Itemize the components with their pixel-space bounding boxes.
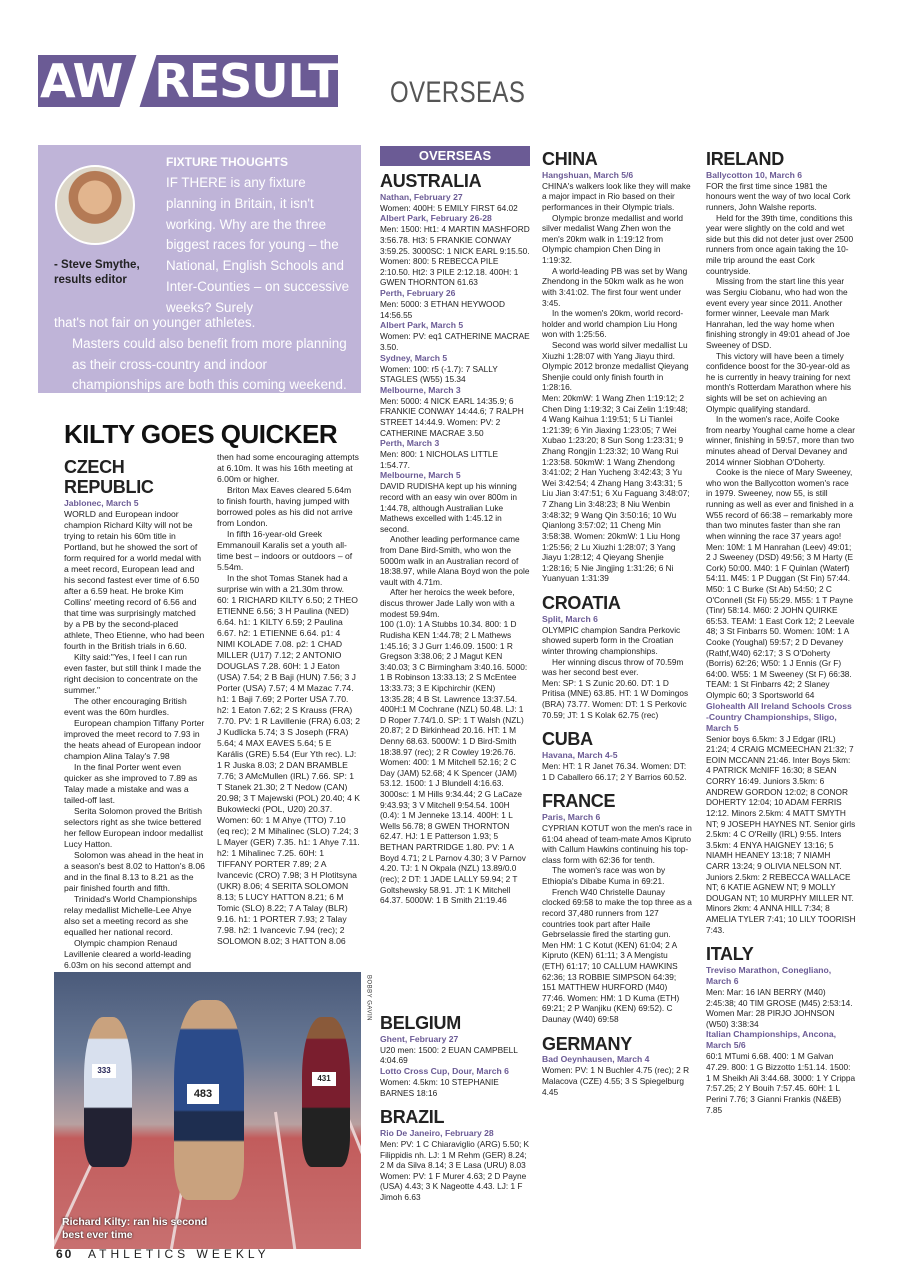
results-text: Men: 10M: 1 M Hanrahan (Leev) 49:01; 2 J Sweeney (DSD) 49:56; 3 M Harty (E Cork) 50:00. M40: 1 F Quinlan (Waterf) 54:11. M45: 1 P Duggan (St Fin) 57:44. M50: 1 C Burke (St Ab) 54:50; 2 C O'Connell (St Fi) 55:29. M55: 1 T Payne (Tinr) 58:14. M60: 2 JOHN QUIRKE 65:53. TEAM: 1 East Cork 12; 2 Leevale 48; 3 St Finbarrs 50. Women: 10M: 1 A Cooke (Youghal) 59:57; 2 D Devaney (Rathf,W40) 62:17; 3 S O'Doherty (Borris) 62:26; W50: 1 J Ennis (Gr F) 64:00. W55: 1 M Sweeney (St F) 66:38. TEAM: 1 St Finbarrs 42; 2 Slaney Olympic 60; 3 Sportsworld 64 [706, 541, 855, 701]
meet-location: Rio De Janeiro, February 28 [380, 1128, 494, 1139]
results-text: Men: 20kmW: 1 Wang Zhen 1:19:12; 2 Chen Ding 1:19:32; 3 Cai Zelin 1:19:48; 4 Wang Kaihua 1:19:51; 5 Li Tianlei 1:21:39; 6 Yin Jiaxing 1:23:05; 7 Wei Xubao 1:23:20; 8 Sun Song 1:23:31; 9 Zhang Rongjin 1:23:32; 10 Wang Rui 1:23:58. 50kmW: 1 Wang Zhendong 3:41:02; 2 Han Yucheng 3:42:43; 3 Yu Wei 3:42:54; 4 Zhang Hang 3:43:31; 5 Liu Jian 3:47:51; 6 Xu Faguang 3:48:07; 7 Zhang Lin 3:48:23; 8 Niu Wenbin 3:48:32; 9 Wang Qin 3:50:16; 10 Wu Qianlong 3:57:02; 11 Cheng Min 3:58:38. Women: 20kmW: 1 Liu Hong 1:25:56; 2 Lu Xiuzhi 1:28:07; 3 Yang Jiayu 1:28:12; 4 Qieyang Shenjie 1:28:16; 5 Nie Jingjing 1:31:26; 6 Ni Yuanyuan 1:31:39 [542, 392, 690, 584]
meet-location: Italian Championships, Ancona, March 5/6 [706, 1029, 837, 1051]
paragraph: The other encouraging British event was the 60m hurdles. [64, 695, 187, 717]
paragraph: Held for the 39th time, conditions this year were slightly on the cold and wet side but this did not deter just over 2500 runners from once again taking the 10-mile trip around the east Cork countryside. [706, 212, 854, 276]
fixture-text: IF THERE is any fixture planning in Britain, it isn't working. Why are the three biggest races for young – the National, English Schools and Inter-Counties – on successive weeks? Surely [166, 175, 350, 315]
meet-location: Treviso Marathon, Conegliano, March 6 [706, 965, 832, 987]
results-text: Men: HT: 1 R Janet 76.34. Women: DT: 1 D Caballero 66.17; 2 Y Barrios 60.52. [542, 761, 687, 782]
meet-location: Ballycotton 10, March 6 [706, 169, 802, 180]
paragraph: CYPRIAN KOTUT won the men's race in 61:04 ahead of team-mate Amos Kipruto with Callum Hawkins continuing his top-class form with 62:36 for tenth. [542, 823, 692, 865]
col-australia [380, 168, 530, 906]
article-col-1 [64, 454, 207, 971]
country-heading: CZECH REPUBLIC [64, 457, 154, 497]
australia-results [380, 192, 530, 482]
meet-location: Lotto Cross Cup, Dour, March 6 [380, 1066, 509, 1077]
results-text: Men: 800: 1 NICHOLAS LITTLE 1:54.77. [380, 449, 499, 470]
fixture-text-cont: that's not fair on younger athletes. Masters could also benefit from more planning as their cross-country and indoor championships are both this coming weekend. [54, 315, 347, 393]
paragraph: Second was world silver medallist Lu Xiuzhi 1:28:07 with Yang Jiayu third. Olympic 2012 bronze medallist Qieyang Shenjie could only finish fourth in 1:28:16. [542, 339, 689, 393]
paragraph: Another leading performance came from Dane Bird-Smith, who won the 5000m walk in an Australian record of 18:38.97, while Alana Boyd won the pole vault with 4.71m. [380, 534, 530, 587]
page-footer [56, 1247, 270, 1262]
results-text: Women: PV: 1 N Buchler 4.75 (rec); 2 R Malacova (CZE) 4.55; 3 S Spiegelburg 4.45 [542, 1065, 690, 1097]
paragraph: French W40 Christelle Daunay clocked 69:58 to make the top three as a record 37,480 runners from 127 countries took part after Haile Gebrselassie fired the starting gun. [542, 886, 692, 940]
paragraph: Cooke is the niece of Mary Sweeney, who won the Ballycotton women's race in 1979. Sweeney, now 55, is still running as well as ever and finished in a W55 record of 66:38 – remarkably more than two minutes faster than she ran when winning the race 37 years ago! [706, 467, 854, 541]
paragraph: The women's race was won by Ethiopia's Dibabe Kuma in 69:21. [542, 865, 666, 887]
photo-credit: BOBBY GAVIN [365, 975, 372, 1021]
results-text: Men: 1500: Ht1: 4 MARTIN MASHFORD 3:56.78. Ht3: 5 FRANKIE CONWAY 3:59.25. 3000SC: 1 NICK EARL 9:15.50. Women: 800: 5 REBECCA PILE 2:10.50. Ht2: 3 PILE 2:12.18. 400H: 1 GWEN THORNTON 61.63 [380, 224, 530, 288]
meet-location: Jablonec, March 5 [64, 497, 139, 508]
bib-number: 483 [187, 1084, 219, 1104]
paragraph: OLYMPIC champion Sandra Perkovic showed superb form in the Croatian winter throwing championships. [542, 624, 681, 656]
belgium-results [380, 1034, 530, 1098]
country-heading: IRELAND [706, 149, 784, 169]
fixture-heading: FIXTURE THOUGHTS [166, 155, 288, 169]
results-text: 100 (1.0): 1 A Stubbs 10.34. 800: 1 D Rudisha KEN 1:44.78; 2 L Mathews 1:45.16; 3 J Gurr 1:46.09. 1500: 1 R Gregson 3:38.06; 2 J Magut KEN 3:40.03; 3 C Birmingham 3:40.16. 5000: 1 B Robinson 13:33.13; 2 S McEntee 13:33.73; 3 E Kipchirchir (KEN) 13:35.28; 4 B St. Lawrence 13:37.54. 400H:1 M Cochrane (NZL) 50.48. LJ: 1 D Roper 7.74/1.0. SP: 1 T Walsh (NZL) 20.87; 2 D Birkinhead 20.16. HT: 1 M Denny 68.63. 5000W: 1 D Bird-Smith 18:38.97 (rec); 2 R Cowley 19:26.76. Women: 400: 1 M Mitchell 52.16; 2 C Day (JAM) 52.68; 4 K Spencer (JAM) 53.12. 1500: 1 J Blundell 4:16.63. 3000sc: 1 M Hills 9:34.44; 2 G LaCaze 9:43.93; 3 V Mitchell 9:54.54. 100H (0.4): 1 M Jenneke 13.14. 400H: 1 L Wells 56.78; 8 GWEN THORNTON 62.47. HJ: 1 E Patterson 1.93; 5 BETHAN PARTRIDGE 1.80. PV: 1 A Boyd 4.71; 2 L Parnov 4.30; 3 V Parnov 4.20. TJ: 1 N Okpala (NZL) 13.89/0.0 (rec); 2 DT: 1 JADE LALLY 59.94; 2 T Goltshewsky 58.91. JT: 1 K Mitchell 64.37. 5000W: 1 B Smith 21:19.46 [380, 619, 528, 906]
race-photo [54, 972, 361, 1249]
paragraph: FOR the first time since 1981 the honours went the way of two local Cork runners, John Walshe reports. [706, 180, 851, 213]
paragraph: Serita Solomon proved the British selectors right as she twice bettered her fellow European indoor medallist Lucy Hatton. [64, 805, 204, 849]
section-title: OVERSEAS [390, 76, 526, 109]
paragraph: WORLD and European indoor champion Richard Kilty will not be trying to retain his 60m title in Portland, but he showed the sort of form required for a world medal with a meet record, European lead and his second fastest ever time of 6.50 after a 6.59 heat. He broke Kim Collins' meeting record of 6.56 and that time was surprisingly matched by a PB by the second-placed athlete, Theo Etienne, who had been fourth in the British trials in 6.60. [64, 508, 205, 651]
brazil-results [380, 1128, 530, 1203]
paragraph: European champion Tiffany Porter improved the meet record to 7.93 in the heats ahead of European indoor champion Alina Talay's 7.98 [64, 717, 205, 761]
country-heading: CHINA [542, 149, 598, 169]
meet-location: Hangshuan, March 5/6 [542, 169, 634, 180]
paragraph: Olympic champion Renaud Lavillenie cleared a world-leading 6.03m on his second attempt and [64, 937, 192, 970]
meet-location: Nathan, February 27 [380, 191, 463, 202]
results-text: Senior boys 6.5km: 3 J Edgar (IRL) 21:24; 4 CRAIG MCMEECHAN 21:32; 7 EOIN MCCANN 21:46. Inter Boys 5km: 4 PATRICK McNIFF 16:30; 8 SEAN CORRY 16:49. Juniors 3.5km: 6 ANDREW GORDON 12:02; 8 CONOR DOHERTY 12:04; 10 ADAM FERRIS 12:12. Minors 2.5km: 4 MATT SMYTH NT; 9 JOSEPH HAYNES NT. Senior girls 2.5km: 4 C O'Reilly (IRL) 9:55. Inters 3.5km: 4 ENYA HAIGNEY 13:16; 5 NIAMH HEANEY 13:18; 7 NIAMH CARR 13:24; 9 OLIVIA NELSON NT. Juniors 2.5km: 2 REBECCA WALLACE NT; 6 KATIE AGNEW NT; 9 MOLLY DOUGAN NT; 10 MURPHY MILLER NT. Minors 2km: 4 ANNA HILL 7:34; 8 AMELIA TYLER 7:41; 10 LILY TOORISH 7:43. [706, 733, 856, 935]
col-ireland-italy [706, 146, 856, 1115]
paragraph: CHINA's walkers look like they will make a major impact in Rio based on their performances in their Olympic trials. [542, 180, 691, 213]
country-heading: CUBA [542, 729, 593, 750]
country-heading: BRAZIL [380, 1107, 445, 1128]
meet-location: Perth, March 3 [380, 438, 440, 449]
meet-location: Bad Oeynhausen, March 4 [542, 1054, 650, 1065]
bib-number: 333 [92, 1064, 116, 1078]
editor-avatar [55, 165, 135, 245]
country-heading: GERMANY [542, 1033, 632, 1054]
results-text: Men: SP: 1 S Zunic 20.60. DT: 1 D Pritisa (MNE) 63.85. HT: 1 W Domingos (BRA) 73.77. Women: DT: 1 S Perkovic 70.59; JT: 1 S Kolak 62.75 (rec) [542, 677, 689, 720]
aw-results-logo: AW RESULTS [40, 54, 371, 108]
country-heading: BELGIUM [380, 1013, 461, 1033]
paragraph: This victory will have been a timely confidence boost for the 30-year-old as he is currently in heavy training for next month's Rotterdam Marathon where his sights will be set on achieving an Olympic qualifying standard. [706, 350, 852, 414]
meet-location: Ghent, February 27 [380, 1033, 459, 1044]
bib-number: 431 [312, 1072, 336, 1086]
paragraph: then had some encouraging attempts at 6.10m. It was his 16th meeting at 6.00m or higher. [217, 452, 359, 484]
page-number: 60 [56, 1247, 74, 1261]
results-text: Women: 4.5km: 10 STEPHANIE BARNES 18:16 [380, 1077, 499, 1098]
results-text: 60:1 MTumi 6.68. 400: 1 M Galvan 47.29. 800: 1 G Bizzotto 1:51.14. 1500: 1 M Sheikh Ali 3:44.68. 3000: 1 Y Crippa 7:57.25; 2 Y Bouih 7:57.45. 60H: 1 L Perini 7.76; 3 Gianni Frankis (N&EB) 7.85 [706, 1051, 856, 1115]
results-text: Women: 100: r5 (-1.7): 7 SALLY STAGLES (W55) 15.34 [380, 363, 498, 385]
meet-location: Melbourne, March 3 [380, 384, 461, 395]
meet-location: Perth, February 26 [380, 288, 456, 299]
paragraph: In the final Porter went even quicker as she improved to 7.89 as Talay made a mistake and was a tailed-off last. [64, 761, 198, 805]
meet-location: Albert Park, March 5 [380, 320, 464, 331]
meet-location: Paris, March 6 [542, 812, 601, 823]
paragraph: A world-leading PB was set by Wang Zhendong in the 50km walk as he won with 3:41:02. The first four went under 3:45. [542, 265, 688, 308]
results-text: Women: 400H: 5 EMILY FIRST 64.02 [380, 202, 518, 213]
results-text: U20 men: 1500: 2 EUAN CAMPBELL 4:04.69 [380, 1044, 518, 1066]
results-text: 60: 1 RICHARD KILTY 6.50; 2 THEO ETIENNE 6.56; 3 H Paulina (NED) 6.64. h1: 1 KILTY 6.59; 2 Paulina 6.67. h2: 1 ETIENNE 6.64. p1: 4 NIMI KOLADE 7.08. p2: 1 CHAD MILLER (U17) 7.12; 2 ANTONIO DOUGLAS 7.28. 60H: 1 J Eaton (USA) 7.54; 2 B Baji (HUN) 7.56; 3 J Porter (USA) 7.57; 4 M Mazac 7.74. h1: 1 Baji 7.69; 2 Porter USA 7.70. h2: 1 Eaton 7.62; 2 S Krauss (FRA) 7.70. PV: 1 R Lavillenie (FRA) 6.03; 2 J Kudlicka 5.74; 3 S Joseph (FRA) 5.64; 4 MAX EAVES 5.64; 5 E Karális (GRE) 5.54 (Eur Yth rec). LJ: 1 R Juska 8.03; 2 DAN BRAMBLE 7.76; 3 AMcMullen (IRL) 7.66. SP: 1 T Stanek 21.30; 2 T Nedow (CAN) 20.98; 3 T Majewski (POL) 20.40; 4 K Bukowiecki (POL, U20) 20.37. Women: 60: 1 M Ahye (TTO) 7.10 (eq rec); 2 M Mihalinec (SLO) 7.24; 3 L Mayer (GER) 7.35. h1: 1 Ahye 7.11. h2: 1 Mihalinec 7.25. 60H: 1 TIFFANY PORTER 7.89; 2 A Ivancevic (CRO) 7.98; 3 H Plotitsyna (UKR) 8.06; 4 SERITA SOLOMON 8.13; 5 LUCY HATTON 8.21; 6 M Tomic (SLO) 8.22; 7 A Talay (BLR) 9.16. h1: 1 PORTER 7.93; 2 Talay 7.98. h2: 1 Ivancevic 7.94 (rec); 2 SOLOMON 8.02; 3 HATTON 8.06 [217, 595, 360, 946]
paragraph: DAVID RUDISHA kept up his winning record with an easy win over 800m in 1:44.78, although Australian Luke Mathews excelled with 1:45.12 in second. [380, 481, 517, 534]
meet-location: Melbourne, March 5 [380, 470, 461, 481]
article-headline: KILTY GOES QUICKER [64, 419, 338, 449]
paragraph: Missing from the start line this year was Sergiu Ciobanu, who had won the event every year since 2011. Another former winner, Leevale man Mark Hanrahan, led the way home when finishing strongly in 49:01 ahead of Joe Sweeney of DSD. [706, 276, 850, 350]
country-heading: ITALY [706, 944, 754, 965]
paragraph: Kilty said:"Yes, I feel I can run even faster, but still think I made the right decision to concentrate on the summer." [64, 651, 202, 695]
meet-location: Albert Park, February 26-28 [380, 213, 492, 224]
editor-credit: - Steve Smythe, results editor [54, 259, 140, 286]
paragraph: Solomon was ahead in the heat in a season's best 8.02 to Hatton's 8.06 and in the final 8.13 to 8.21 as the pair finished fourth and fifth. [64, 849, 205, 893]
paragraph: In the women's race, Aoife Cooke from nearby Youghal came home a clear winner, finishing in 59:57, more than two minutes ahead of Derval Devaney and 2014 winner Siobhan O'Doherty. [706, 414, 855, 467]
paragraph: Briton Max Eaves cleared 5.64m to finish fourth, having jumped with borrowed poles as his did not arrive from London. [217, 485, 353, 528]
paragraph: Her winning discus throw of 70.59m was her second best ever. [542, 656, 684, 678]
paragraph: In the women's 20km, world record-holder and world champion Liu Hong won with 1:25:56. [542, 308, 684, 340]
magazine-name: ATHLETICS WEEKLY [88, 1247, 270, 1261]
results-text: Men: 5000: 3 ETHAN HEYWOOD 14:56.55 [380, 299, 505, 320]
country-heading: FRANCE [542, 791, 616, 812]
paragraph: After her heroics the week before, discus thrower Jade Lally won with a modest 59.94m. [380, 587, 515, 619]
meet-location: Split, March 6 [542, 613, 598, 624]
col-belgium-brazil [380, 1010, 530, 1203]
results-text: Women: PV: eq1 CATHERINE MACRAE 3.50. [380, 331, 530, 352]
paragraph: Trinidad's World Championships relay medallist Michelle-Lee Ahye also set a meeting record as she equalled her national record. [64, 893, 197, 937]
results-text: Men HM: 1 C Kotut (KEN) 61:04; 2 A Kipruto (KEN) 61:11; 3 A Mengistu (ETH) 61:17; 10 CALLUM HAWKINS 62:36; 13 ROBBIE SIMPSON 64:39; 151 MATTHEW HURFORD (M40) 77:46. Women: HM: 1 D Kuma (ETH) 69:21; 2 P Wanjiku (KEN) 69:52). C Daunay (W40) 69:58 [542, 939, 680, 1025]
country-heading: CROATIA [542, 592, 621, 613]
meet-location: Glohealth All Ireland Schools Cross -Country Championships, Sligo, March 5 [706, 700, 852, 733]
paragraph: Olympic bronze medallist and world silver medalist Wang Zhen won the men's 20km walk in 1:19:12 from Olympic champion Chen Ding in 1:19:32. [542, 212, 683, 266]
meet-location: Havana, March 4-5 [542, 750, 618, 761]
results-text: Men: Mar: 16 IAN BERRY (M40) 2:45:38; 40 TIM GROSE (M45) 2:53:14. Women Mar: 28 PIRJO JOHNSON (W50) 3:38:34 [706, 987, 853, 1029]
meet-location: Sydney, March 5 [380, 352, 448, 363]
photo-caption: Richard Kilty: ran his second best ever time [62, 1216, 208, 1241]
paragraph: In the shot Tomas Stanek had a surprise win with a 21.30m throw. [217, 573, 348, 594]
paragraph: In fifth 16-year-old Greek Emmanouil Karalis set a youth all-time best – indoors or outdoors – of 5.54m. [217, 529, 353, 572]
results-text: Men: PV: 1 C Chiaraviglio (ARG) 5.50; K Filippidis nh. LJ: 1 M Rehm (GER) 8.24; 2 M da Silva 8.14; 3 E Lasa (URU) 8.03 Women: PV: 1 F Murer 4.63; 2 D Payne (USA) 4.43; 3 K Nageotte 4.43. LJ: 1 F Jimoh 6.63 [380, 1139, 530, 1203]
article-col-2 [217, 452, 360, 947]
results-text: Men: 5000: 4 NICK EARL 14:35.9; 6 FRANKIE CONWAY 14:44.6; 7 RALPH STREET 14:44.9. Women: PV: 2 CATHERINE MACRAE 3.50 [380, 395, 524, 438]
country-heading: AUSTRALIA [380, 171, 482, 191]
col-china [542, 146, 692, 1097]
overseas-tab: OVERSEAS [380, 146, 530, 166]
